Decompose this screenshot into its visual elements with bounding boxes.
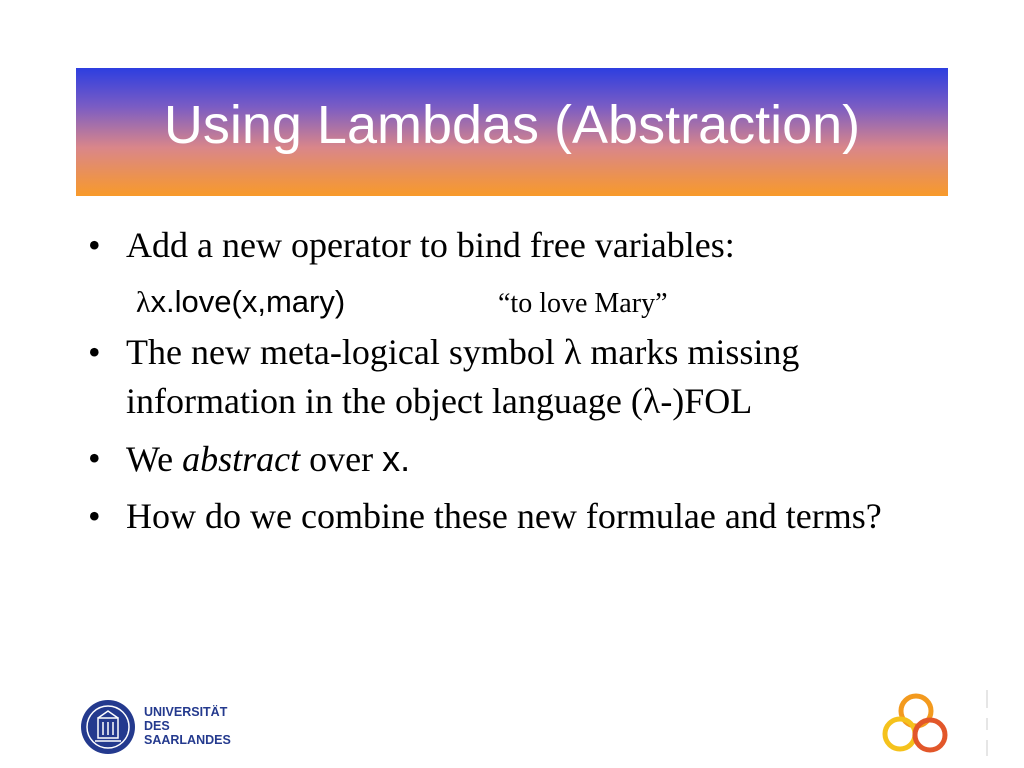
edge-divider	[986, 690, 988, 708]
bullet-text-pre: We	[126, 439, 174, 479]
lambda-example	[88, 270, 968, 328]
bullet-item-3	[88, 434, 968, 484]
bullet-list	[88, 221, 968, 541]
bullet-text: How do we combine these new formulae and terms?	[126, 496, 882, 536]
university-seal-logo	[80, 699, 136, 755]
bullet-text-post: marks missing information in the object language (	[126, 332, 800, 421]
lambda-symbol: λ	[136, 286, 151, 319]
bullet-marker: •	[88, 225, 101, 265]
university-name	[144, 705, 231, 747]
lambda-symbol: λ	[563, 332, 582, 372]
bullet-marker: •	[88, 332, 101, 372]
lambda-symbol: λ	[642, 381, 661, 421]
university-name-line: DES	[144, 719, 170, 733]
rings-logo	[878, 690, 954, 758]
bullet-text-mid: over	[309, 439, 374, 479]
bullet-text: Add a new operator to bind free variables:	[126, 225, 735, 265]
edge-divider	[986, 740, 988, 756]
bullet-item-1	[88, 221, 968, 270]
bullet-text-end: -)FOL	[660, 381, 753, 421]
university-name-line: SAARLANDES	[144, 733, 231, 747]
edge-divider	[986, 718, 988, 730]
bullet-marker: •	[88, 438, 101, 478]
emphasis-text: abstract	[182, 439, 301, 479]
formula-gloss: “to love Mary”	[498, 288, 668, 319]
slide-title: Using Lambdas (Abstraction)	[163, 95, 861, 155]
bullet-marker: •	[88, 496, 101, 536]
bullet-item-4	[88, 492, 968, 541]
formula-expression: x.love(x,mary)	[150, 284, 346, 319]
bullet-text-pre: The new meta-logical symbol	[126, 332, 555, 372]
bullet-item-2	[88, 328, 968, 426]
variable-x: x.	[382, 438, 411, 479]
university-name-line: UNIVERSITÄT	[144, 705, 228, 719]
lambda-formula	[136, 284, 345, 320]
